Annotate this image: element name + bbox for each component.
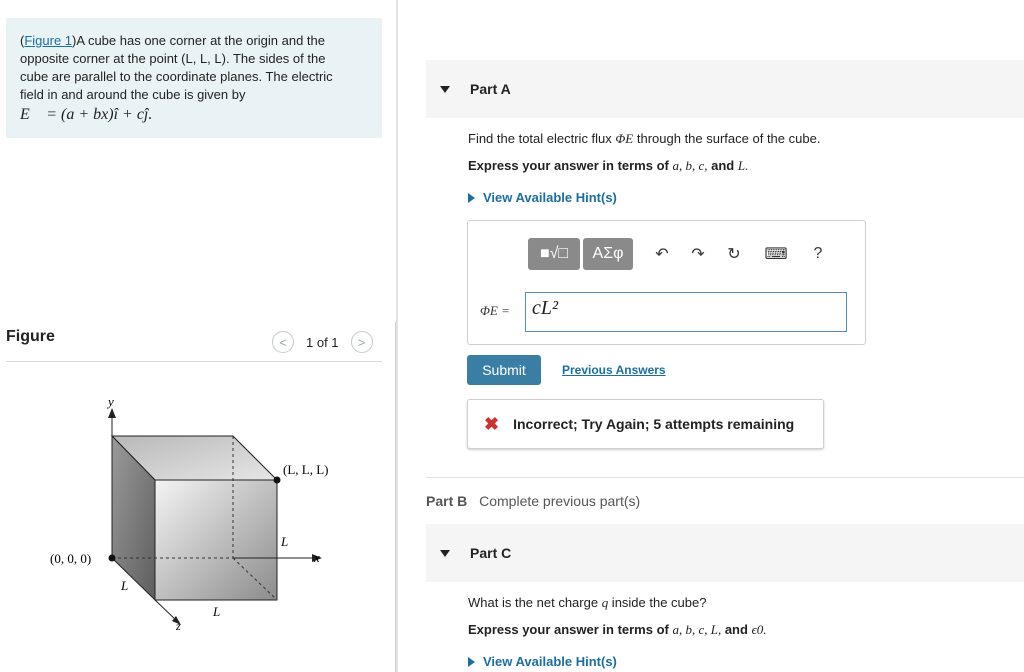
part-c-header[interactable] bbox=[426, 524, 1024, 582]
left-pane bbox=[0, 0, 396, 672]
question-text: Find the total electric flux bbox=[468, 131, 616, 146]
hint-label: View Available Hint(s) bbox=[483, 190, 617, 205]
hint-label: View Available Hint(s) bbox=[483, 654, 617, 669]
flux-symbol: ΦE bbox=[615, 131, 634, 146]
instruction-and: and bbox=[721, 622, 752, 637]
origin-label: (0, 0, 0) bbox=[50, 551, 92, 566]
part-a-title: Part A bbox=[470, 81, 511, 97]
figure-heading: Figure bbox=[6, 328, 55, 345]
feedback-box bbox=[467, 399, 824, 449]
undo-icon[interactable]: ↶ bbox=[655, 246, 669, 263]
pane-splitter-line bbox=[395, 322, 396, 672]
answer-input[interactable]: cL² bbox=[525, 292, 847, 332]
y-axis-arrow bbox=[108, 408, 116, 418]
instruction-last-var: L. bbox=[737, 158, 749, 173]
problem-line-3: cube are parallel to the coordinate planes. The electric bbox=[20, 69, 333, 84]
field-equation: E⃗ = (a + bx)î + cĵ. bbox=[20, 106, 153, 123]
expand-triangle-icon bbox=[468, 193, 475, 203]
instruction-last-var: ϵ0. bbox=[751, 622, 767, 637]
collapse-caret-icon bbox=[440, 550, 450, 557]
charge-symbol: q bbox=[601, 595, 609, 610]
figure-pager bbox=[272, 330, 373, 354]
part-b-row bbox=[426, 493, 640, 509]
figure-link[interactable]: Figure 1 bbox=[24, 33, 73, 48]
next-figure-button[interactable]: > bbox=[351, 331, 373, 353]
part-b-divider bbox=[426, 477, 1024, 478]
y-axis-label: y bbox=[108, 394, 114, 409]
greek-symbols-button[interactable]: ΑΣφ bbox=[583, 238, 633, 270]
template-button[interactable]: ■√□ bbox=[528, 238, 580, 270]
expand-triangle-icon bbox=[468, 657, 475, 667]
part-b-status: Complete previous part(s) bbox=[479, 493, 641, 509]
previous-answers-link[interactable]: Previous Answers bbox=[562, 363, 666, 377]
part-a-hint-link[interactable] bbox=[468, 190, 617, 205]
corner-point bbox=[274, 477, 281, 484]
edge-label-bottom: L bbox=[213, 604, 221, 619]
part-c-instruction bbox=[468, 622, 767, 638]
problem-statement bbox=[6, 18, 382, 138]
origin-point bbox=[109, 555, 116, 562]
question-text: What is the net charge bbox=[468, 595, 602, 610]
cube-figure bbox=[0, 362, 396, 662]
math-toolbar bbox=[528, 238, 833, 270]
instruction-vars: a, b, c, bbox=[672, 158, 708, 173]
incorrect-icon: ✖ bbox=[484, 413, 500, 434]
instruction-text: Express your answer in terms of bbox=[468, 158, 673, 173]
feedback-text: Incorrect; Try Again; 5 attempts remaining bbox=[513, 416, 795, 432]
part-a-header[interactable] bbox=[426, 60, 1024, 118]
answer-label: ΦE = bbox=[480, 303, 510, 318]
submit-button[interactable]: Submit bbox=[467, 355, 541, 385]
part-b-title: Part B bbox=[426, 493, 468, 509]
prev-figure-button[interactable]: < bbox=[272, 331, 294, 353]
collapse-caret-icon bbox=[440, 86, 450, 93]
part-a-instruction bbox=[468, 158, 748, 174]
problem-line-1: )A cube has one corner at the origin and the bbox=[72, 33, 325, 48]
question-text-end: through the surface of the cube. bbox=[633, 131, 821, 146]
question-text-end: inside the cube? bbox=[608, 595, 707, 610]
keyboard-icon[interactable]: ⌨ bbox=[764, 246, 788, 263]
pane-splitter[interactable] bbox=[396, 0, 398, 672]
instruction-text: Express your answer in terms of bbox=[468, 622, 673, 637]
instruction-vars: a, b, c, L, bbox=[672, 622, 722, 637]
corner-label: (L, L, L) bbox=[283, 462, 329, 477]
cube-front-face bbox=[155, 480, 277, 600]
problem-line-2: opposite corner at the point (L, L, L). The sides of the bbox=[20, 51, 326, 66]
part-a-question bbox=[468, 131, 820, 147]
edge-label-left: L bbox=[121, 578, 129, 593]
redo-icon[interactable]: ↷ bbox=[691, 246, 705, 263]
part-c-hint-link[interactable] bbox=[468, 654, 617, 669]
instruction-and: and bbox=[707, 158, 738, 173]
x-axis-label: x bbox=[314, 550, 320, 565]
part-c-question bbox=[468, 595, 706, 611]
answer-panel bbox=[467, 220, 866, 345]
problem-text: (Figure 1)A cube has one corner at the origin and the opposite corner at the point (L, L, L). The sides of the cube are parallel to the coordinate planes. The electric field in and around the cube is given by bbox=[20, 33, 333, 102]
figure-page-indicator: 1 of 1 bbox=[306, 334, 339, 350]
z-axis-label: z bbox=[176, 619, 181, 633]
problem-line-4: field in and around the cube is given by bbox=[20, 87, 246, 102]
part-c-title: Part C bbox=[470, 545, 512, 561]
help-icon[interactable]: ? bbox=[813, 245, 823, 262]
edge-label-right: L bbox=[281, 534, 289, 549]
reset-icon[interactable]: ↻ bbox=[727, 246, 741, 263]
